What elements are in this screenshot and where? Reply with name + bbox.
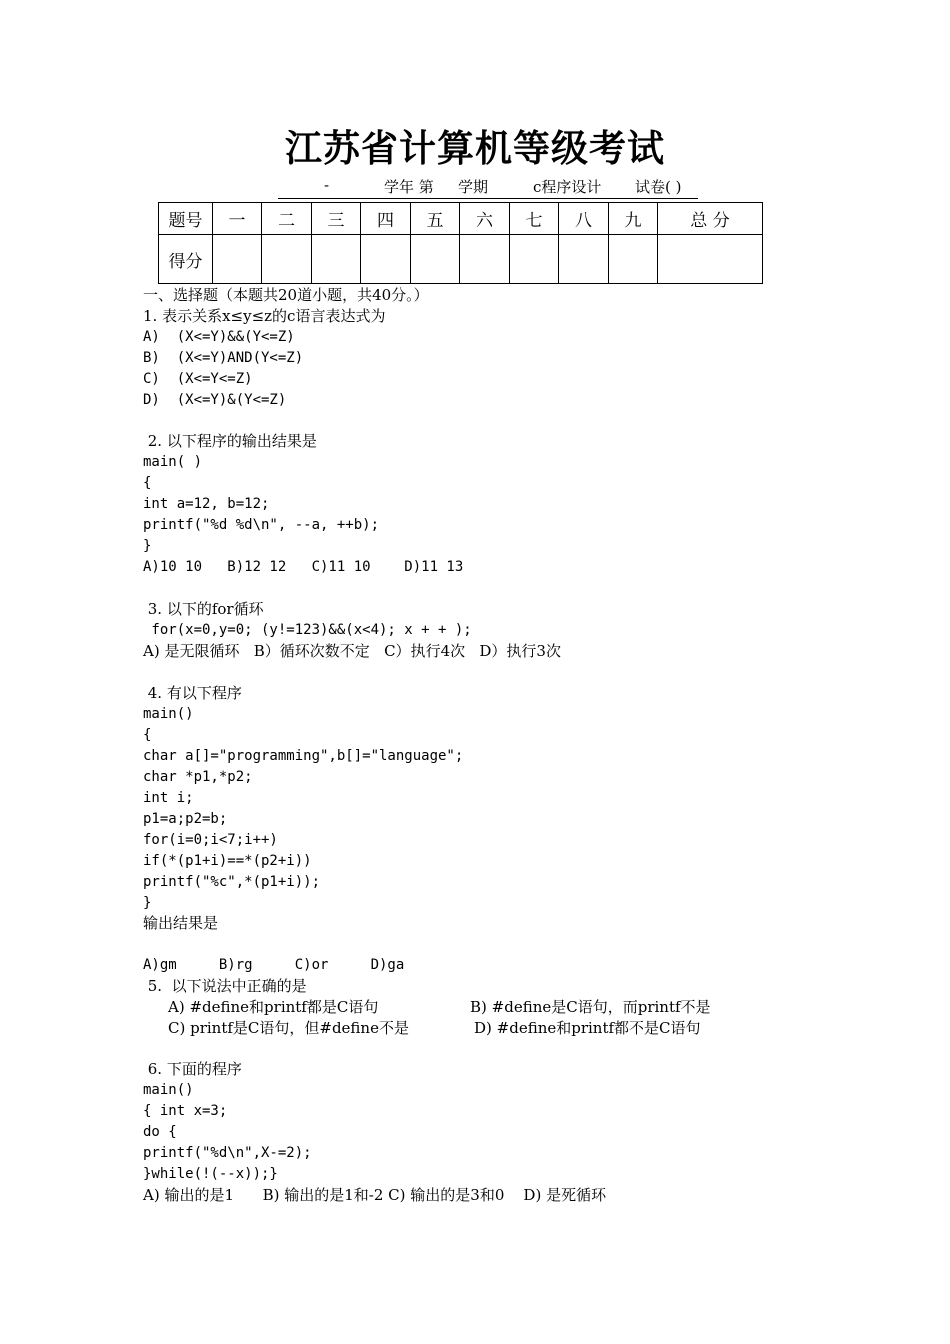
question-6-stem: 6. 下面的程序 <box>143 1060 242 1078</box>
score-cell <box>411 235 460 284</box>
code-line: printf("%d %d\n", --a, ++b); <box>143 517 380 533</box>
question-1-option: B) (X<=Y)AND(Y<=Z) <box>143 350 304 366</box>
score-cell <box>361 235 411 284</box>
code-line: { <box>143 475 152 491</box>
score-row-label: 得分 <box>159 235 213 284</box>
exam-subtitle <box>278 176 698 199</box>
code-line: int i; <box>143 790 194 806</box>
question-5-stem: 5. 以下说法中正确的是 <box>143 977 307 995</box>
code-line: main( ) <box>143 454 203 470</box>
score-header-cell: 题号 <box>159 203 213 235</box>
question-2-stem: 2. 以下程序的输出结果是 <box>143 432 317 450</box>
subtitle-year: 学年 第 <box>384 178 434 196</box>
question-5-option: C) printf是C语句，但#define不是 <box>168 1019 409 1037</box>
code-line: main() <box>143 706 194 722</box>
section-header: 一、选择题（本题共20道小题，共40分。） <box>143 286 429 304</box>
score-header-cell: 六 <box>460 203 510 235</box>
question-4-tail: 输出结果是 <box>143 914 219 932</box>
score-cell <box>312 235 361 284</box>
score-header-cell: 二 <box>262 203 312 235</box>
question-1-option: A) (X<=Y)&&(Y<=Z) <box>143 329 295 345</box>
question-4-stem: 4. 有以下程序 <box>143 684 242 702</box>
score-cell <box>559 235 609 284</box>
code-line: printf("%c",*(p1+i)); <box>143 874 321 890</box>
score-header-cell: 五 <box>411 203 460 235</box>
question-1-option: C) (X<=Y<=Z) <box>143 371 253 387</box>
score-header-cell: 七 <box>510 203 559 235</box>
question-2-options: A)10 10 B)12 12 C)11 10 D)11 13 <box>143 559 464 575</box>
score-header-cell: 三 <box>312 203 361 235</box>
code-line: for(i=0;i<7;i++) <box>143 832 278 848</box>
question-5-option: D) #define和printf都不是C语句 <box>474 1019 701 1037</box>
question-3-options: A) 是无限循环 B）循环次数不定 C）执行4次 D）执行3次 <box>143 642 561 660</box>
score-table-header-row <box>159 203 763 235</box>
question-3-stem: 3. 以下的for循环 <box>143 600 264 618</box>
subtitle-paper: 试卷( ) <box>635 178 682 196</box>
code-line: int a=12, b=12; <box>143 496 270 512</box>
score-table-score-row <box>159 235 763 284</box>
question-6-options: A) 输出的是1 B) 输出的是1和-2 C) 输出的是3和0 D) 是死循环 <box>143 1186 607 1204</box>
score-cell <box>510 235 559 284</box>
code-line: { <box>143 727 152 743</box>
subtitle-term: 学期 <box>458 178 489 196</box>
score-cell <box>262 235 312 284</box>
score-cell <box>609 235 658 284</box>
subtitle-course: c程序设计 <box>533 178 602 196</box>
score-table <box>158 202 763 284</box>
code-line: for(x=0,y=0; (y!=123)&&(x<4); x + + ); <box>143 622 472 638</box>
code-line: printf("%d\n",X-=2); <box>143 1145 312 1161</box>
code-line: p1=a;p2=b; <box>143 811 228 827</box>
score-header-cell: 总 分 <box>658 203 763 235</box>
subtitle-dash: - <box>324 176 330 194</box>
code-line: } <box>143 538 152 554</box>
code-line: main() <box>143 1082 194 1098</box>
score-header-cell: 九 <box>609 203 658 235</box>
score-cell <box>460 235 510 284</box>
score-cell <box>658 235 763 284</box>
question-4-options: A)gm B)rg C)or D)ga <box>143 957 405 973</box>
code-line: { int x=3; <box>143 1103 228 1119</box>
code-line: do { <box>143 1124 177 1140</box>
score-header-cell: 四 <box>361 203 411 235</box>
score-header-cell: 八 <box>559 203 609 235</box>
question-1-option: D) (X<=Y)&(Y<=Z) <box>143 392 287 408</box>
score-header-cell: 一 <box>213 203 262 235</box>
code-line: char a[]="programming",b[]="language"; <box>143 748 464 764</box>
code-line: char *p1,*p2; <box>143 769 253 785</box>
code-line: if(*(p1+i)==*(p2+i)) <box>143 853 312 869</box>
score-cell <box>213 235 262 284</box>
code-line: } <box>143 895 152 911</box>
question-5-option: B) #define是C语句，而printf不是 <box>470 998 711 1016</box>
exam-title: 江苏省计算机等级考试 <box>285 126 665 170</box>
question-5-option: A) #define和printf都是C语句 <box>168 998 379 1016</box>
code-line: }while(!(--x));} <box>143 1166 278 1182</box>
question-1-stem: 1. 表示关系x≤y≤z的c语言表达式为 <box>143 307 386 325</box>
